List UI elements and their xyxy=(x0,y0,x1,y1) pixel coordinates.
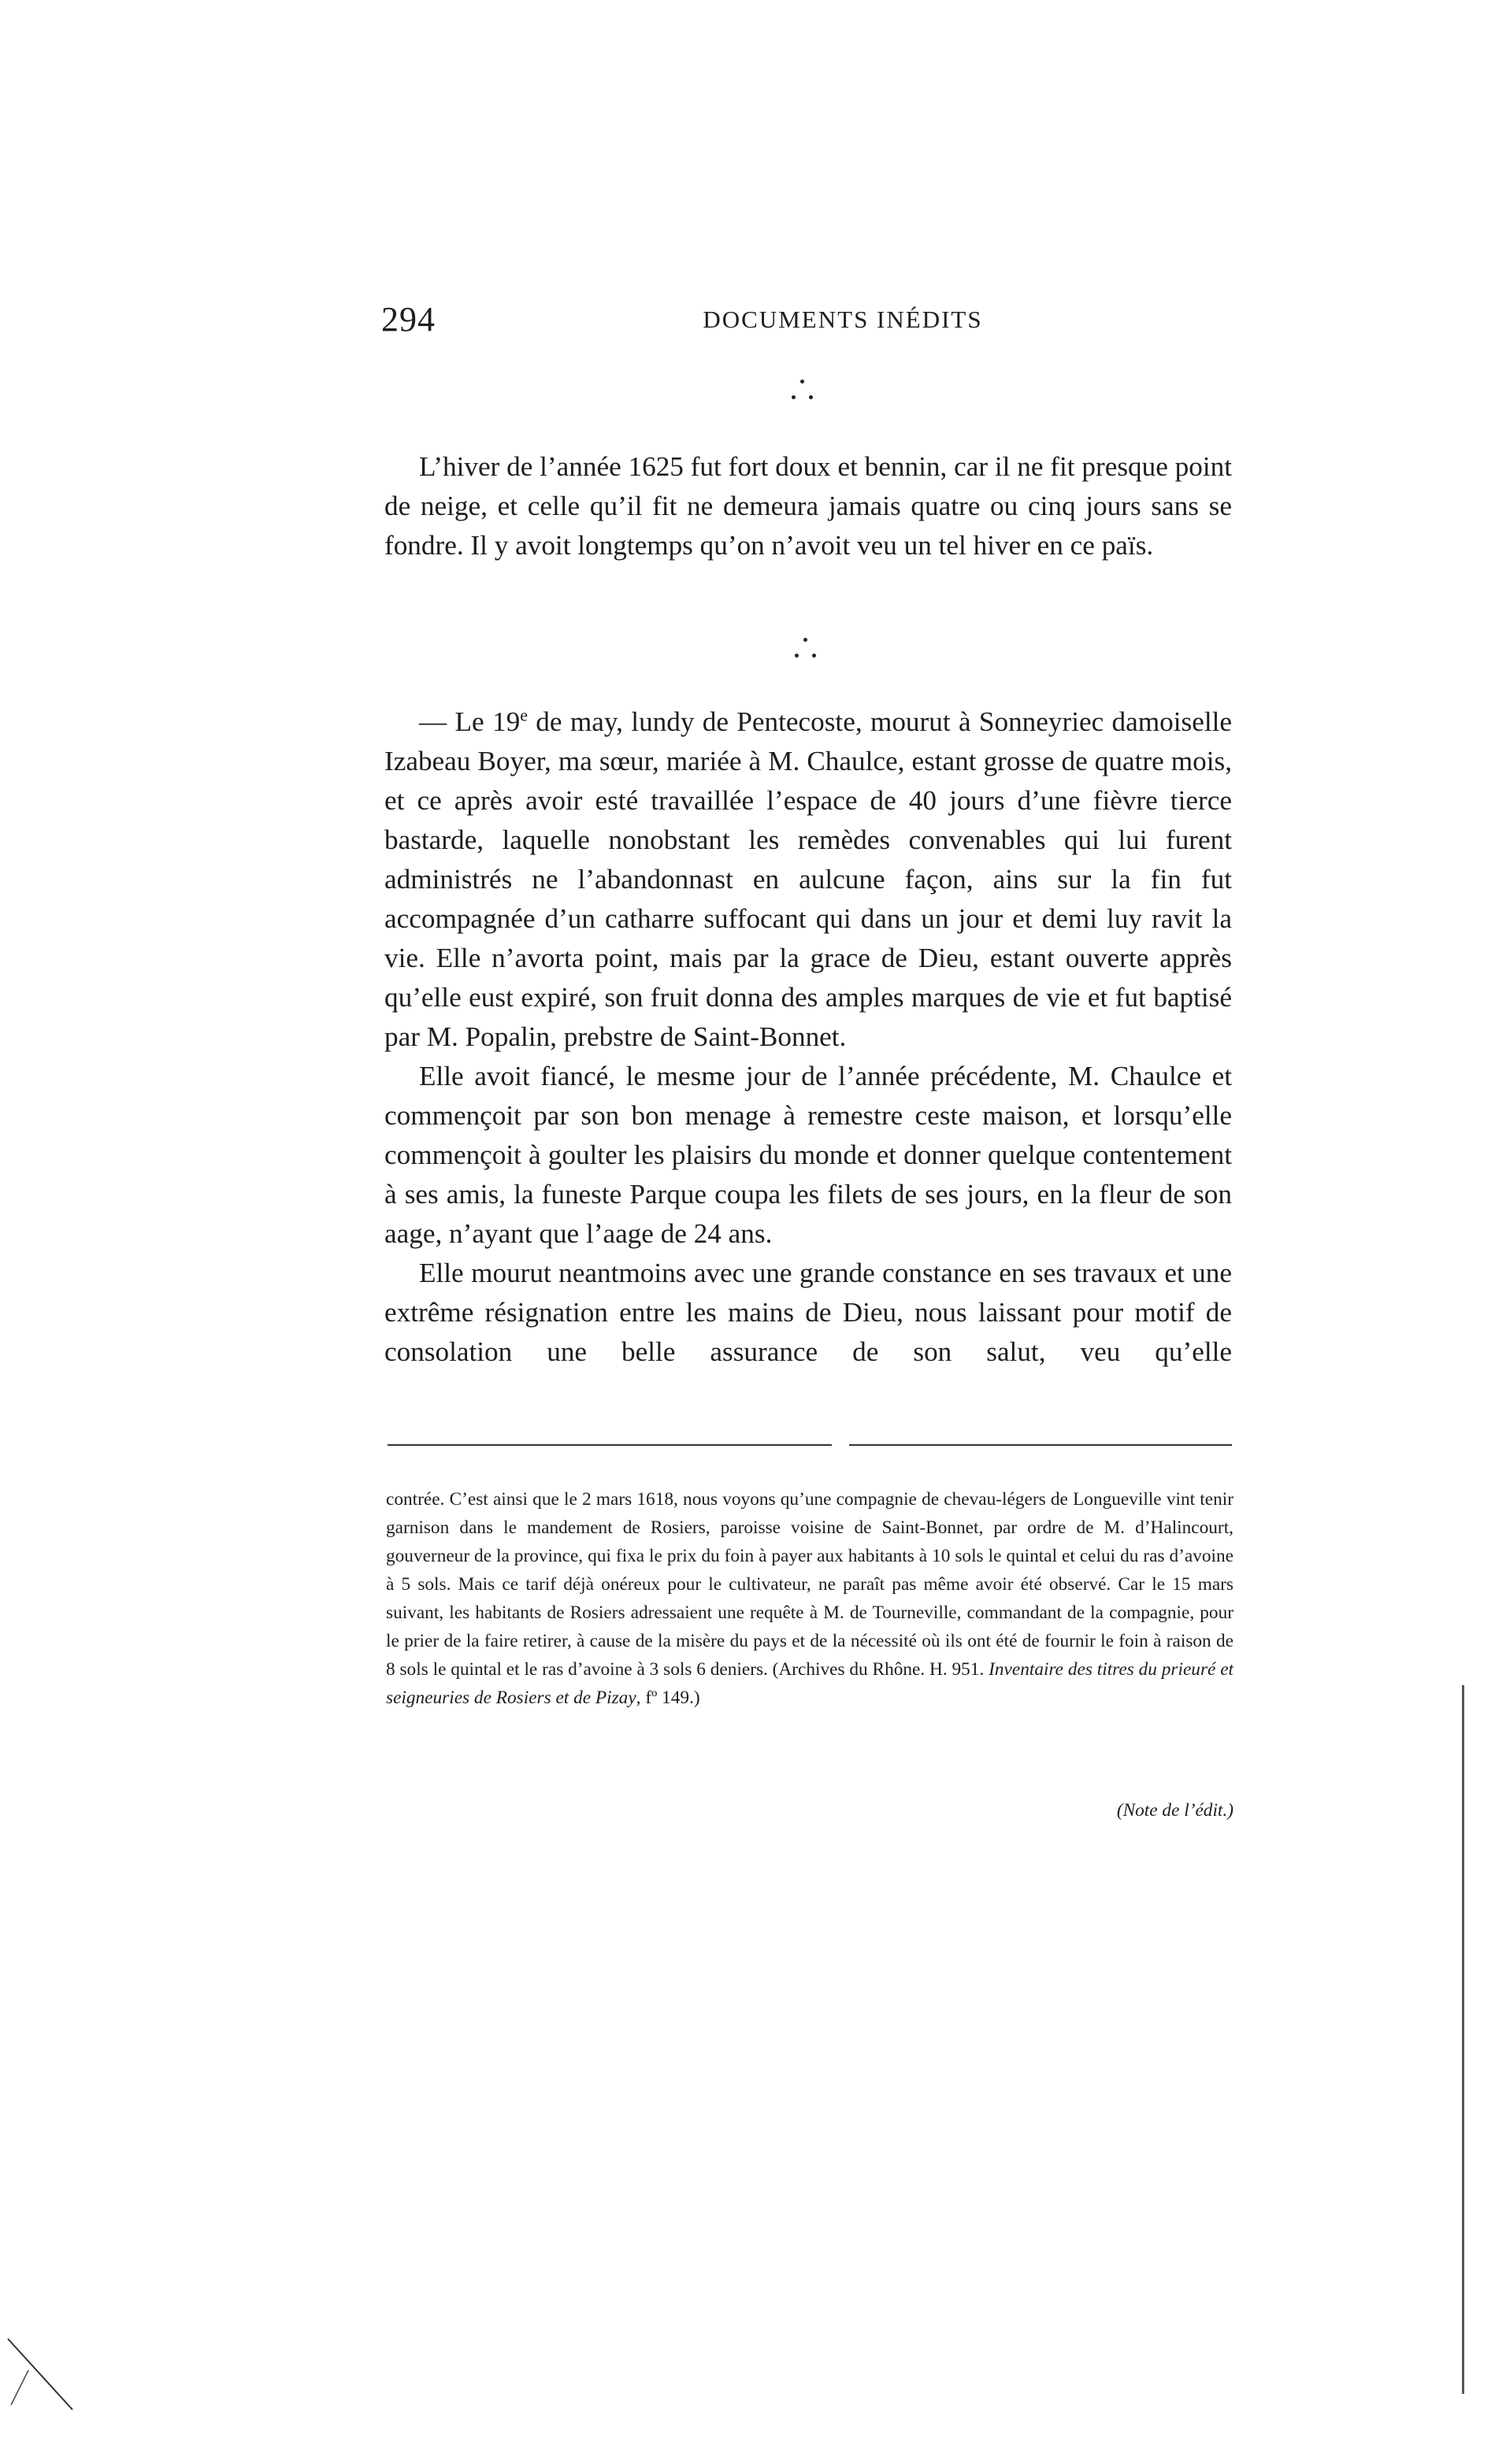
paragraph-winter-text: L’hiver de l’année 1625 fut fort doux et bennin, car il ne fit presque point de neige, et celle qu’il fit ne demeura jamais quatre ou cinq jours sans se fondre. Il y avoit longtemps qu’on n’avoit veu un tel hiver en ce païs. xyxy=(384,451,1232,561)
page-number: 294 xyxy=(381,300,436,339)
ordinal-superscript: e xyxy=(520,705,528,725)
paragraph-winter xyxy=(384,447,1232,565)
death-text: de may, lundy de Pentecoste, mourut à Sonneyriec damoiselle Izabeau Boyer, ma sœur, mariée à M. Chaulce, estant grosse de quatre mois, et ce après avoir esté travaillée l’espace de 40 jours d’une fièvre tierce bastarde, laquelle nonobstant les remèdes convenables qui lui furent administrés ne l’abandonnast en aulcune façon, ains sur la fin fut accompagnée d’un catharre suffocant qui dans un jour et demi luy ravit la vie. Elle n’avorta point, mais par la grace de Dieu, estant ouverte apprès qu’elle eust expiré, son fruit donna des amples marques de vie et fut baptisé par M. Popalin, prebstre de Saint-Bonnet. xyxy=(384,706,1232,1052)
paragraph-fiance: Elle avoit fiancé, le mesme jour de l’année précédente, M. Chaulce et commençoit par son bon menage à remestre ceste maison, et lorsqu’elle commençoit à goulter les plaisirs du monde et donner quelque contentement à ses amis, la funeste Parque coupa les filets de ses jours, en la fleur de son aage, n’ayant que l’aage de 24 ans. xyxy=(384,1061,1232,1249)
asterism-middle xyxy=(782,635,829,666)
scan-corner-mark xyxy=(5,2323,76,2418)
footnote-source-title: Inventaire des titres du prieuré et seigneuries de Rosiers et de Pizay xyxy=(386,1659,1234,1708)
footnote xyxy=(386,1485,1233,1712)
editor-note: (Note de l’édit.) xyxy=(1116,1800,1233,1821)
running-title: DOCUMENTS INÉDITS xyxy=(703,306,983,333)
footnote-folio: , fº 149.) xyxy=(636,1688,700,1708)
footnote-rule-left xyxy=(388,1444,832,1446)
paragraph-death xyxy=(384,702,1232,1057)
asterism-top xyxy=(779,376,826,408)
footnote-rule-right xyxy=(849,1444,1232,1446)
paragraph-resignation: Elle mourut neantmoins avec une grande constance en ses travaux et une extrême résignation entre les mains de Dieu, nous laissant pour motif de consolation une belle assurance de son salut, veu qu’elle xyxy=(384,1258,1232,1367)
main-text-block xyxy=(384,702,1232,1372)
footnote-text: contrée. C’est ainsi que le 2 mars 1618, nous voyons qu’une compagnie de chevau-légers de Longueville vint tenir garnison dans le mandement de Rosiers, paroisse voisine de Saint-Bonnet, par ordre de M. d’Halincourt, gouverneur de la province, qui fixa le prix du foin à payer aux habitants à 10 sols le quintal et celui du ras d’avoine à 5 sols. Mais ce tarif déjà onéreux pour le cultivateur, ne paraît pas même avoir été observé. Car le 15 mars suivant, les habitants de Rosiers adressaient une requête à M. de Tourneville, commandant de la compagnie, pour le prier de la faire retirer, à cause de la misère du pays et de la nécessité où ils ont été de fournir le foin à raison de 8 sols le quintal et le ras d’avoine à 3 sols 6 deniers. (Archives du Rhône. H. 951. xyxy=(386,1489,1233,1680)
death-date-lead: — Le 19 xyxy=(419,706,521,737)
margin-rule xyxy=(1462,1685,1464,2394)
